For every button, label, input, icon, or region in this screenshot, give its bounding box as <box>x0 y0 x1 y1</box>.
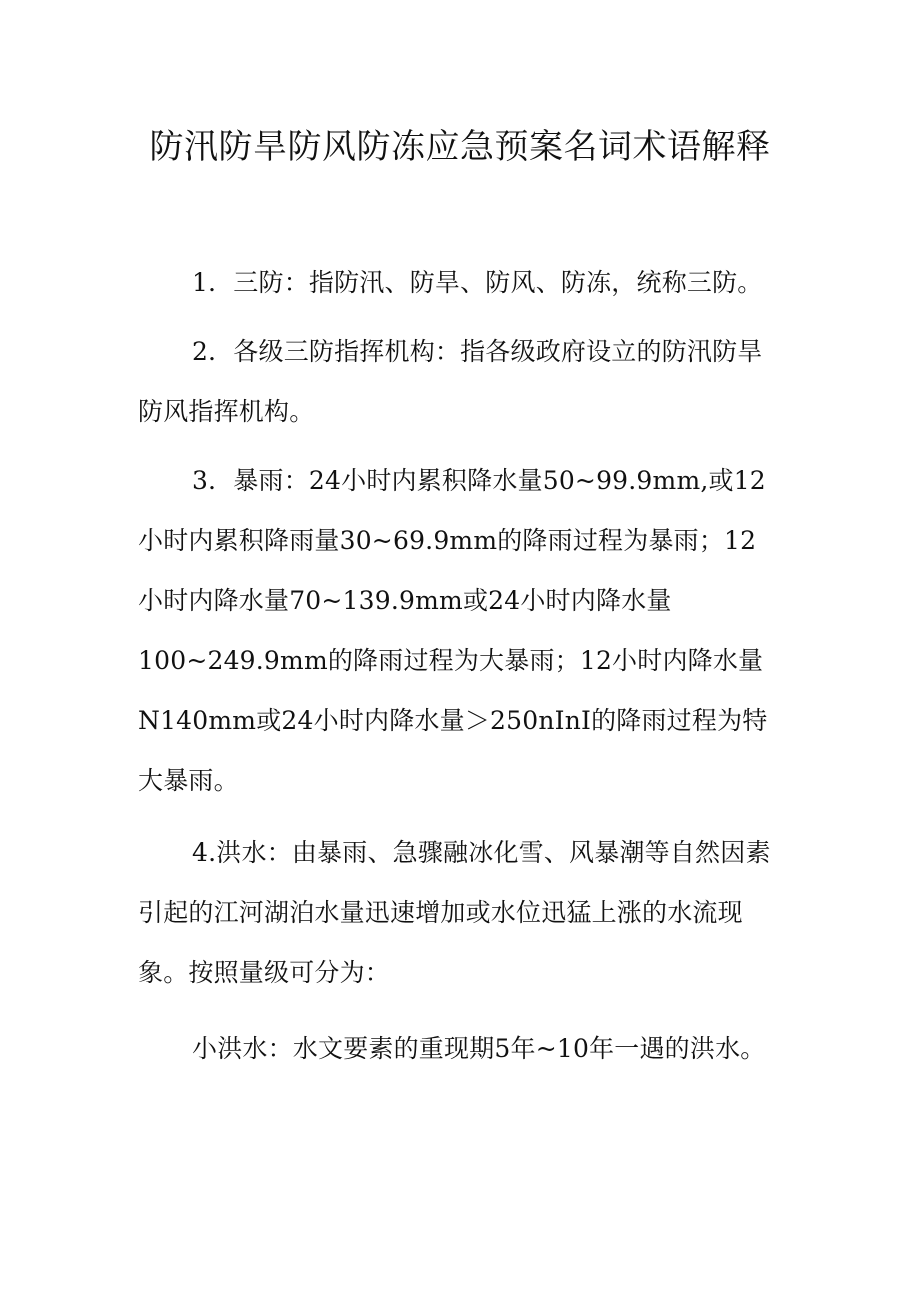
paragraph-command-agencies: 2．各级三防指挥机构：指各级政府设立的防汛防旱防风指挥机构。 <box>138 337 763 426</box>
paragraph-rainstorm: 3．暴雨：24小时内累积降水量50~99.9mm,或12小时内累积降雨量30~69.9mm的降雨过程为暴雨；12小时内降水量70~139.9mm或24小时内降水量100~249.9mm的降雨过程为大暴雨；12小时内降水量N140mm或24小时内降水量＞250nInI的降雨过程为特大暴雨。 <box>138 466 768 795</box>
paragraph-three-defenses: 1．三防：指防汛、防旱、防风、防冻，统称三防。 <box>192 268 763 297</box>
paragraph-flood: 4.洪水：由暴雨、急骤融冰化雪、风暴潮等自然因素引起的江河湖泊水量迅速增加或水位迅猛上涨的水流现象。按照量级可分为： <box>138 838 771 987</box>
document-title: 防汛防旱防风防冻应急预案名词术语解释 <box>149 127 771 167</box>
paragraph-small-flood: 小洪水：水文要素的重现期5年~10年一遇的洪水。 <box>192 1034 766 1063</box>
